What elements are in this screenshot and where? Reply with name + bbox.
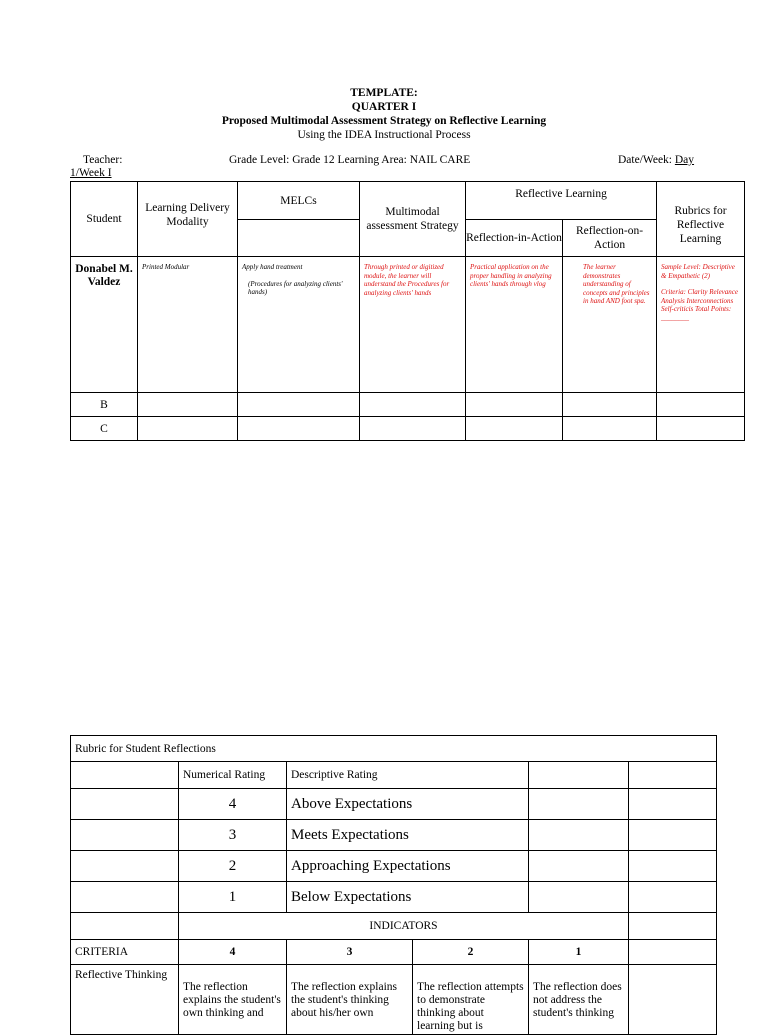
level-header: 3 xyxy=(287,940,413,965)
rubric-criteria: Criteria: Clarity Relevance Analysis Interconnections Self-criticis Total Points: ________ xyxy=(661,288,738,322)
reflective-thinking-label: Reflective Thinking xyxy=(71,965,179,1035)
level-header: 1 xyxy=(529,940,629,965)
rubric-table xyxy=(70,735,717,1035)
header-reflection-on-action: Reflection-on-Action xyxy=(563,220,657,257)
rating-number: 1 xyxy=(179,882,287,913)
header-reflective-learning: Reflective Learning xyxy=(466,182,657,220)
rating-number: 3 xyxy=(179,820,287,851)
reflection-on-action-cell: The learner demonstrates understanding of concepts and principles in hand AND foot spa. xyxy=(563,257,657,393)
student-b: B xyxy=(71,393,138,417)
indicator-cell: The reflection explains the student's thinking about his/her own xyxy=(287,965,413,1035)
indicator-cell: The reflection explains the student's own thinking and xyxy=(179,965,287,1035)
melcs-cell xyxy=(238,257,360,393)
header-reflection-in-action: Reflection-in-Action xyxy=(466,220,563,257)
rubric-sample-level: Sample Level: Descriptive & Empathetic (2) xyxy=(661,263,735,280)
date-week xyxy=(618,154,694,166)
melcs-subheader-blank xyxy=(238,220,360,257)
melcs-competency: Apply hand treatment xyxy=(242,263,303,271)
strategy-cell: Through printed or digitized module, the learner will understand the Procedures for analyzing clients' hands xyxy=(360,257,466,393)
teacher-label: Teacher: xyxy=(83,154,123,166)
indicator-cell: The reflection attempts to demonstrate thinking about learning but is xyxy=(413,965,529,1035)
modality-cell: Printed Modular xyxy=(138,257,238,393)
rating-number: 2 xyxy=(179,851,287,882)
rating-description: Approaching Expectations xyxy=(287,851,529,882)
student-name: Donabel M. Valdez xyxy=(71,257,138,393)
header-rubrics: Rubrics for Reflective Learning xyxy=(657,182,745,257)
reflection-in-action-cell: Practical application on the proper handling in analyzing clients' hands through vlog xyxy=(466,257,563,393)
template-label: TEMPLATE: xyxy=(350,87,418,99)
document-title: Proposed Multimodal Assessment Strategy on Reflective Learning xyxy=(221,115,547,127)
date-week-label: Date/Week: xyxy=(618,154,675,166)
numerical-rating-header: Numerical Rating xyxy=(179,762,287,789)
rating-description: Above Expectations xyxy=(287,789,529,820)
melcs-procedure: (Procedures for analyzing clients' hands) xyxy=(248,279,343,296)
rubric-cell xyxy=(657,257,745,393)
descriptive-rating-header: Descriptive Rating xyxy=(287,762,529,789)
header-melcs: MELCs xyxy=(238,182,360,220)
indicators-header: INDICATORS xyxy=(179,913,629,940)
grade-level-text: Grade Level: Grade 12 Learning Area: NAIL CARE xyxy=(229,154,471,166)
header-modality: Learning Delivery Modality xyxy=(138,182,238,257)
document-subtitle: Using the IDEA Instructional Process xyxy=(297,129,471,141)
assessment-strategy-table xyxy=(70,181,745,441)
document-header xyxy=(0,86,768,142)
rating-description: Meets Expectations xyxy=(287,820,529,851)
rating-description: Below Expectations xyxy=(287,882,529,913)
date-week-value-b: 1/Week I xyxy=(70,167,112,179)
level-header: 2 xyxy=(413,940,529,965)
date-week-value-a: Day xyxy=(674,154,695,166)
level-header: 4 xyxy=(179,940,287,965)
rating-number: 4 xyxy=(179,789,287,820)
student-c: C xyxy=(71,417,138,441)
header-strategy: Multimodal assessment Strategy xyxy=(360,182,466,257)
quarter-label: QUARTER I xyxy=(351,101,417,113)
criteria-header: CRITERIA xyxy=(71,940,179,965)
header-student: Student xyxy=(71,182,138,257)
indicator-cell: The reflection does not address the student's thinking xyxy=(529,965,629,1035)
rubric-title: Rubric for Student Reflections xyxy=(71,736,717,762)
